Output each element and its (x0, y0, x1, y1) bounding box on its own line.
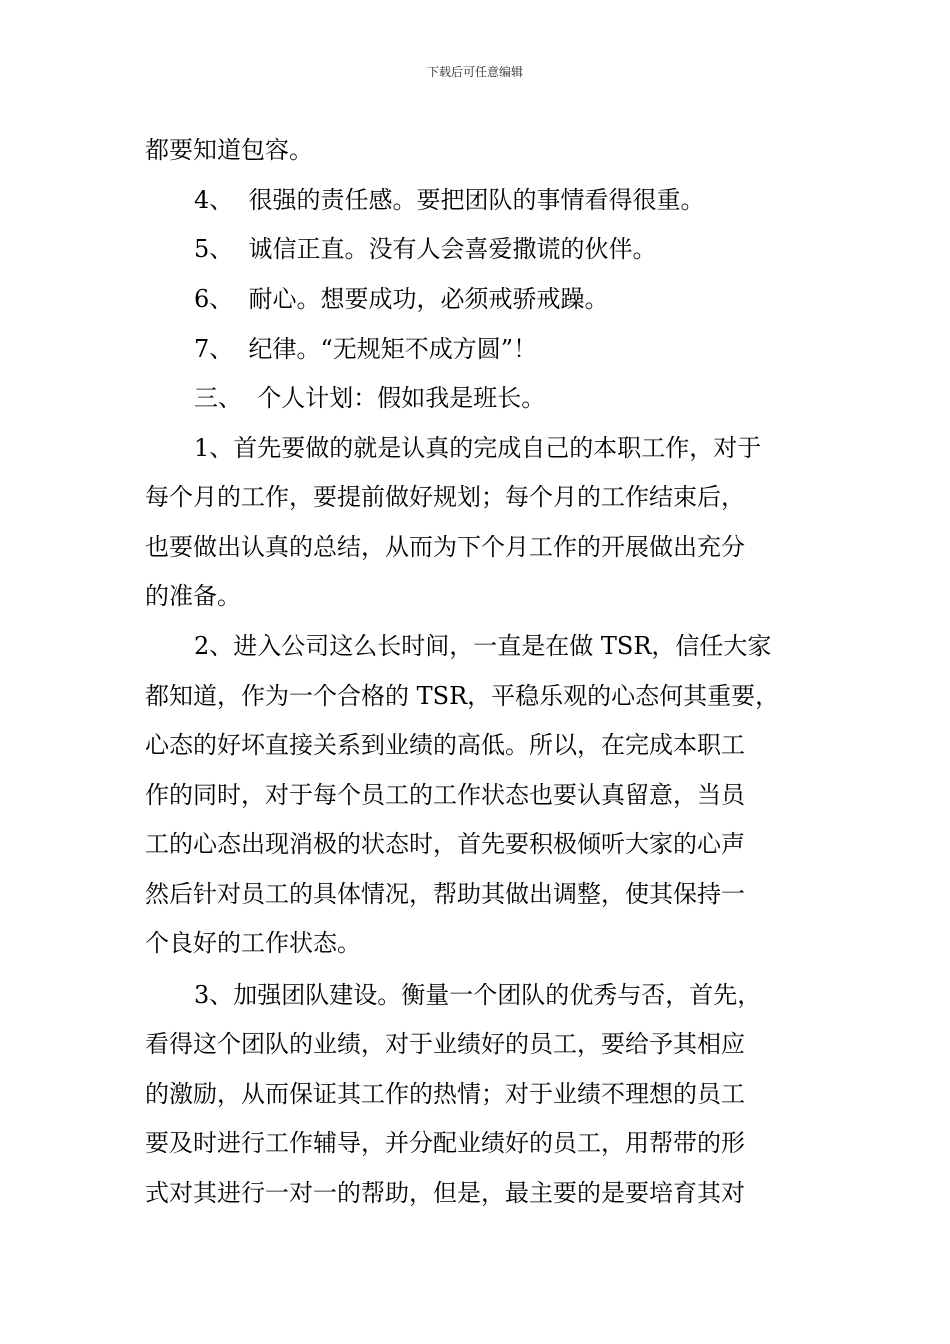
text-line-content: 4、 很强的责任感。要把团队的事情看得很重。 (194, 186, 705, 214)
text-line (0, 472, 950, 522)
text-line (0, 274, 950, 324)
text-line-content: 三、 个人计划：假如我是班长。 (194, 384, 546, 412)
text-line-content: 式对其进行一对一的帮助，但是，最主要的是要培育其对 (145, 1179, 745, 1207)
text-line-content: 看得这个团队的业绩，对于业绩好的员工，要给予其相应 (145, 1030, 745, 1058)
text-line (0, 869, 950, 919)
text-line-content: 的激励，从而保证其工作的热情；对于业绩不理想的员工 (145, 1080, 745, 1108)
text-line-content: 作的同时，对于每个员工的工作状态也要认真留意，当员 (145, 781, 745, 809)
text-line (0, 522, 950, 572)
text-line (0, 324, 950, 374)
text-line (0, 671, 950, 721)
text-line (0, 571, 950, 621)
text-line (0, 1168, 950, 1218)
text-line-content: 每个月的工作，要提前做好规划；每个月的工作结束后， (145, 483, 745, 511)
text-line-content: 心态的好坏直接关系到业绩的高低。所以，在完成本职工 (145, 731, 745, 759)
text-line-content: 也要做出认真的总结，从而为下个月工作的开展做出充分 (145, 533, 745, 561)
text-line-content: 1、首先要做的就是认真的完成自己的本职工作，对于 (194, 434, 762, 462)
text-line (0, 1118, 950, 1168)
text-line (0, 819, 950, 869)
text-line (0, 621, 950, 671)
text-line (0, 720, 950, 770)
text-line-content: 要及时进行工作辅导，并分配业绩好的员工，用帮带的形 (145, 1129, 745, 1157)
text-line-content: 5、 诚信正直。没有人会喜爱撒谎的伙伴。 (194, 235, 657, 263)
text-line (0, 175, 950, 225)
text-line-content: 2、进入公司这么长时间，一直是在做 TSR，信任大家 (194, 632, 772, 660)
text-line-content: 都要知道包容。 (145, 136, 313, 164)
text-line-content: 的准备。 (145, 582, 241, 610)
text-line-content: 7、 纪律。“无规矩不成方圆”！ (194, 335, 538, 363)
text-line-content: 6、 耐心。想要成功，必须戒骄戒躁。 (194, 285, 609, 313)
text-line-content: 工的心态出现消极的状态时，首先要积极倾听大家的心声 (145, 830, 745, 858)
text-line (0, 918, 950, 968)
text-line (0, 373, 950, 423)
page-header: 下载后可任意编辑 (426, 65, 523, 79)
text-line-content: 都知道，作为一个合格的 TSR，平稳乐观的心态何其重要， (145, 682, 780, 710)
text-line (0, 125, 950, 175)
text-line-content: 3、加强团队建设。衡量一个团队的优秀与否，首先， (194, 981, 762, 1009)
text-line (0, 1019, 950, 1069)
text-line (0, 224, 950, 274)
text-line (0, 1069, 950, 1119)
text-line (0, 770, 950, 820)
text-line-content: 然后针对员工的具体情况，帮助其做出调整，使其保持一 (145, 880, 745, 908)
text-line (0, 970, 950, 1020)
text-line (0, 423, 950, 473)
text-line-content: 个良好的工作状态。 (145, 929, 361, 957)
